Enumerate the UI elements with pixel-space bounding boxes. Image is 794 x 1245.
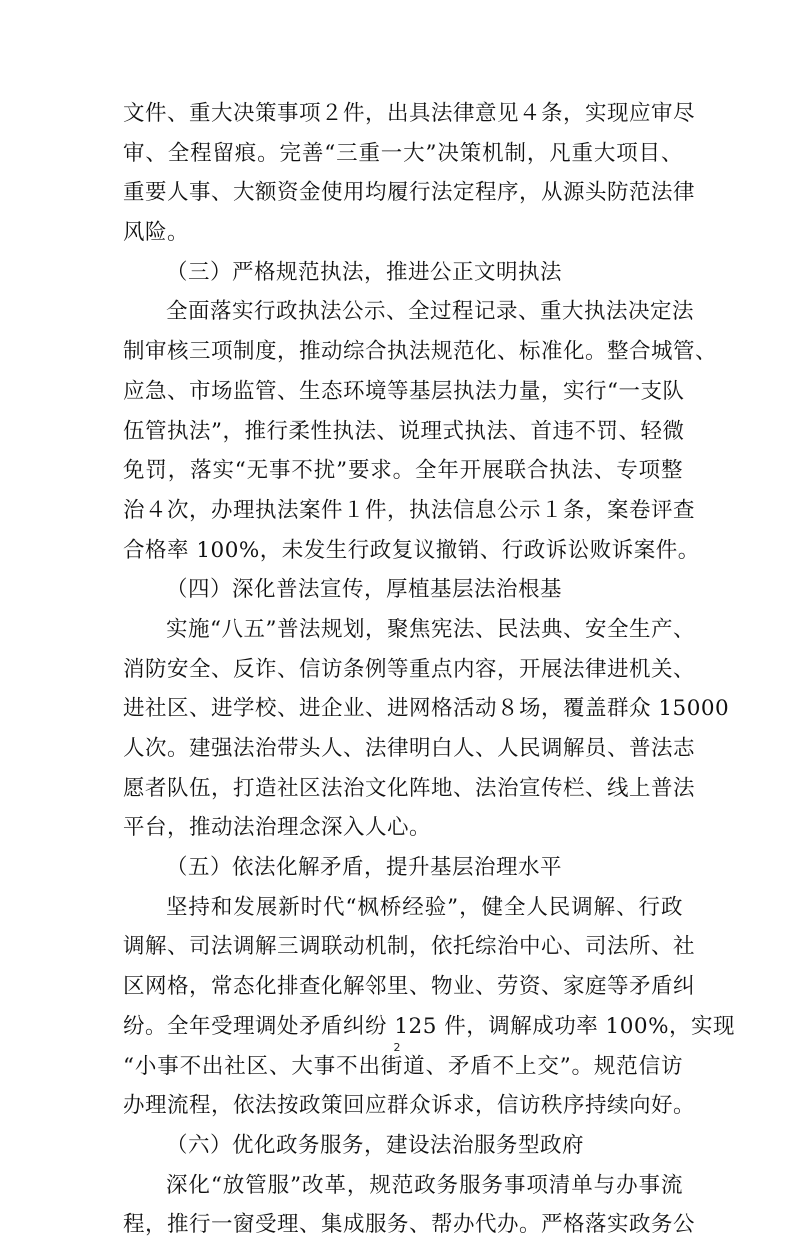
text-line: 人次。建强法治带头人、法律明白人、人民调解员、普法志 [123,736,696,761]
text-line: 应急、市场监管、生态环境等基层执法力量，实行“一支队 [123,378,685,404]
text-line: 合格率 100%，未发生行政复议撤销、行政诉讼败诉案件。 [123,537,700,563]
text-line: 平台，推动法治理念深入人心。 [123,815,432,841]
text-line: 文件、重大决策事项２件，出具法律意见４条，实现应审尽 [123,101,696,126]
text-line: 重要人事、大额资金使用均履行法定程序，从源头防范法律 [123,180,696,206]
section-heading: （六）优化政务服务，建设法治服务型政府 [166,1132,585,1158]
document-body [123,94,736,1245]
text-line: 区网格，常态化排查化解邻里、物业、劳资、家庭等矛盾纠 [123,974,696,1000]
section-heading: （三）严格规范执法，推进公正文明执法 [166,259,563,285]
text-line: 风险。 [123,220,190,246]
section-heading: （五）依法化解矛盾，提升基层治理水平 [166,855,563,881]
section-heading: （四）深化普法宣传，厚植基层法治根基 [166,577,563,603]
text-line: 免罚，落实“无事不扰”要求。全年开展联合执法、专项整 [123,458,683,484]
text-line: 治４次，办理执法案件１件，执法信息公示１条，案卷评查 [123,497,696,523]
text-line: 坚持和发展新时代“枫桥经验”，健全人民调解、行政 [166,894,683,920]
text-line: 纷。全年受理调处矛盾纠纷 125 件，调解成功率 100%，实现 [123,1013,736,1039]
text-line: 愿者队伍，打造社区法治文化阵地、法治宣传栏、线上普法 [123,775,696,801]
text-line: 全面落实行政执法公示、全过程记录、重大执法决定法 [166,299,695,325]
text-line: 消防安全、反诈、信访条例等重点内容，开展法律进机关、 [123,656,696,682]
text-line: 深化“放管服”改革，规范政务服务事项清单与办事流 [166,1172,683,1198]
text-line: 进社区、进学校、进企业、进网格活动８场，覆盖群众 15000 [123,696,730,722]
page-number: 2 [393,1041,401,1054]
text-line: 程，推行一窗受理、集成服务、帮办代办。严格落实政务公 [123,1212,696,1238]
text-line: 审、全程留痕。完善“三重一大”决策机制，凡重大项目、 [123,140,683,166]
text-line: 伍管执法”，推行柔性执法、说理式执法、首违不罚、轻微 [123,418,685,444]
text-line: 制审核三项制度，推动综合执法规范化、标准化。整合城管、 [123,339,718,365]
text-line: 实施“八五”普法规划，聚焦宪法、民法典、安全生产、 [166,616,695,642]
text-line: 办理流程，依法按政策回应群众诉求，信访秩序持续向好。 [123,1093,696,1119]
text-line: “小事不出社区、大事不出街道、矛盾不上交”。规范信访 [123,1053,683,1079]
text-line: 调解、司法调解三调联动机制，依托综治中心、司法所、社 [123,934,696,960]
